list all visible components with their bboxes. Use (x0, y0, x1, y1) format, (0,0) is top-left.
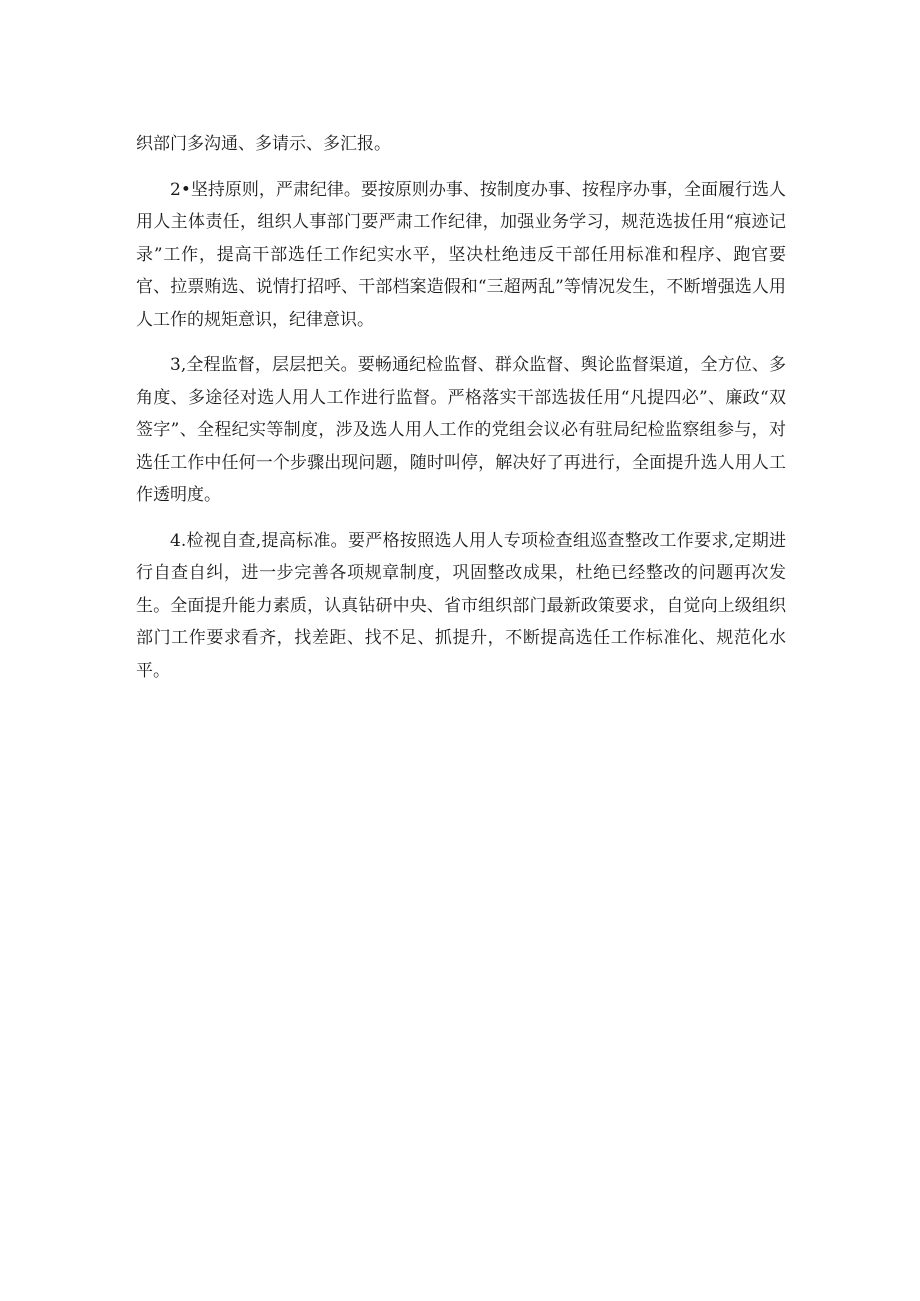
paragraph-4-self-inspection: 4.检视自查,提高标准。要严格按照选人用人专项检查组巡查整改工作要求,定期进行自查自纠，进一步完善各项规章制度，巩固整改成果，杜绝已经整改的问题再次发生。全面提升能力素质，认真钻研中央、省市组织部门最新政策要求，自觉向上级组织部门工作要求看齐，找差距、找不足、抓提升，不断提高选任工作标准化、规范化水平。 (136, 530, 786, 681)
paragraph-continuation: 织部门多沟通、多请示、多汇报。 (136, 134, 391, 154)
document-body (136, 128, 786, 700)
paragraph-2-principles-discipline: 2•坚持原则，严肃纪律。要按原则办事、按制度办事、按程序办事，全面履行选人用人主体责任，组织人事部门要严肃工作纪律，加强业务学习，规范选拔任用“痕迹记录”工作，提高干部选任工作纪实水平，坚决杜绝违反干部任用标准和程序、跑官要官、拉票贿选、说情打招呼、干部档案造假和“三超两乱”等情况发生，不断增强选人用人工作的规矩意识，纪律意识。 (136, 179, 786, 330)
paragraph-3-full-supervision: 3,全程监督，层层把关。要畅通纪检监督、群众监督、舆论监督渠道，全方位、多角度、多途径对选人用人工作进行监督。严格落实干部选拔任用“凡提四必”、廉政“双签字”、全程纪实等制度，涉及选人用人工作的党组会议必有驻局纪检监察组参与，对选任工作中任何一个步骤出现问题，随时叫停，解决好了再进行，全面提升选人用人工作透明度。 (136, 355, 786, 505)
